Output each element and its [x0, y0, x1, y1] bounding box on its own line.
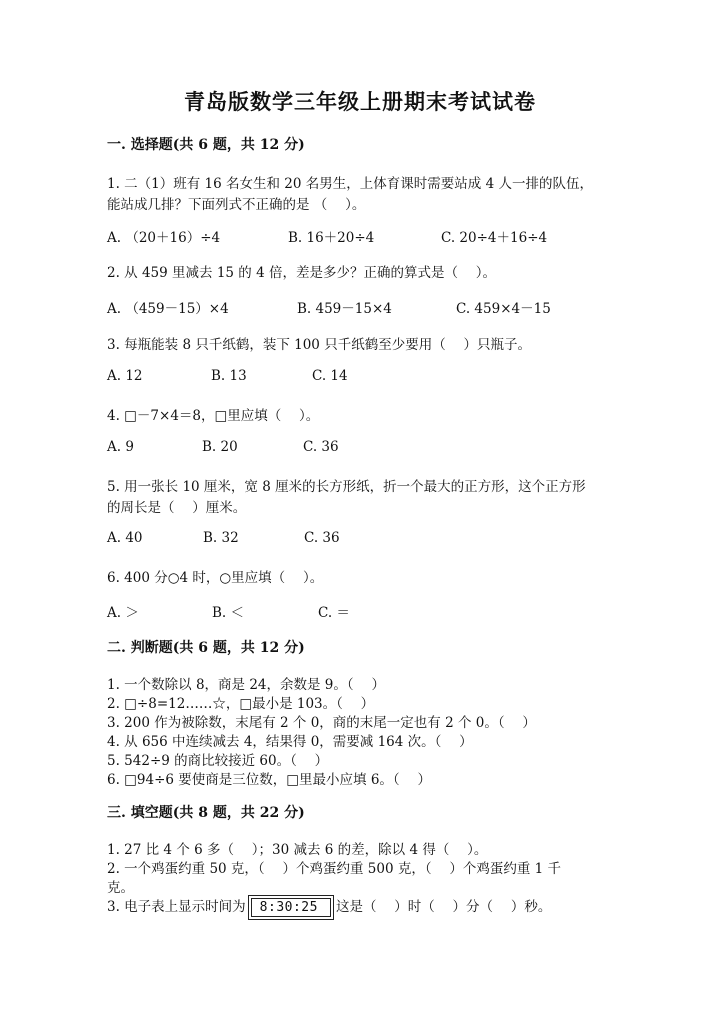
question-4-option-c: C. 36: [303, 439, 339, 455]
question-1-option-a: A. （20＋16）÷4: [107, 230, 221, 246]
page-title: 青岛版数学三年级上册期末考试试卷: [184, 89, 536, 114]
judge-item-5: 5. 542÷9 的商比较接近 60。（ ）: [107, 753, 329, 769]
question-3-option-c: C. 14: [312, 368, 348, 384]
section-heading-judge: 二. 判断题(共 6 题，共 12 分): [107, 640, 305, 656]
question-4-line-1: 4. □－7×4＝8，□里应填（ ）。: [107, 408, 320, 424]
question-3-line-1: 3. 每瓶能装 8 只千纸鹤，装下 100 只千纸鹤至少要用（ ）只瓶子。: [107, 337, 531, 353]
fill-item-3-prefix: 3. 电子表上显示时间为: [107, 899, 246, 915]
question-6-option-a: A. ＞: [107, 605, 139, 621]
question-3-option-b: B. 13: [211, 368, 247, 384]
question-4-option-b: B. 20: [202, 439, 238, 455]
question-2-option-b: B. 459－15×4: [297, 301, 392, 317]
question-1-option-b: B. 16＋20÷4: [288, 230, 375, 246]
question-5-option-a: A. 40: [107, 530, 143, 546]
fill-item-1: 1. 27 比 4 个 6 多（ ）；30 减去 6 的差，除以 4 得（ ）。: [107, 842, 488, 858]
question-1-line-2: 能站成几排？下面列式不正确的是 （ ）。: [107, 197, 366, 213]
question-3-option-a: A. 12: [107, 368, 143, 384]
judge-item-6: 6. □94÷6 要使商是三位数，□里最小应填 6。（ ）: [107, 772, 431, 788]
fill-item-3-suffix: 这是（ ）时（ ）分（ ）秒。: [335, 899, 552, 915]
question-2-line-1: 2. 从 459 里减去 15 的 4 倍，差是多少？正确的算式是（ ）。: [107, 265, 496, 281]
question-1-line-1: 1. 二（1）班有 16 名女生和 20 名男生，上体育课时需要站成 4 人一排的队伍，: [107, 176, 593, 192]
question-4-option-a: A. 9: [107, 439, 134, 455]
question-5-line-2: 的周长是（ ）厘米。: [107, 500, 247, 516]
question-2-option-c: C. 459×4－15: [456, 301, 551, 317]
fill-item-2-line-1: 2. 一个鸡蛋约重 50 克，（ ）个鸡蛋约重 500 克，（ ）个鸡蛋约重 1 千: [107, 861, 562, 877]
question-6-option-b: B. ＜: [212, 605, 245, 621]
judge-item-3: 3. 200 作为被除数，末尾有 2 个 0，商的末尾一定也有 2 个 0。（ ）: [107, 715, 536, 731]
fill-item-3: [107, 895, 551, 920]
judge-item-1: 1. 一个数除以 8，商是 24，余数是 9。（ ）: [107, 677, 385, 693]
clock-time: 8:30:25: [251, 898, 331, 917]
question-1-option-c: C. 20÷4＋16÷4: [441, 230, 548, 246]
question-5-line-1: 5. 用一张长 10 厘米，宽 8 厘米的长方形纸，折一个最大的正方形，这个正方形: [107, 479, 586, 495]
question-5-option-c: C. 36: [304, 530, 340, 546]
digital-clock-display: [248, 895, 334, 920]
judge-item-2: 2. □÷8=12……☆，□最小是 103。（ ）: [107, 696, 375, 712]
question-5-option-b: B. 32: [203, 530, 239, 546]
question-2-option-a: A. （459－15）×4: [107, 301, 229, 317]
judge-item-4: 4. 从 656 中连续减去 4，结果得 0，需要减 164 次。（ ）: [107, 734, 473, 750]
section-heading-choice: 一. 选择题(共 6 题，共 12 分): [107, 137, 305, 153]
question-6-option-c: C. ＝: [318, 605, 350, 621]
section-heading-fill: 三. 填空题(共 8 题，共 22 分): [107, 805, 305, 821]
fill-item-2-line-2: 克。: [107, 880, 134, 896]
question-6-line-1: 6. 400 分○4 时，○里应填（ ）。: [107, 570, 324, 586]
